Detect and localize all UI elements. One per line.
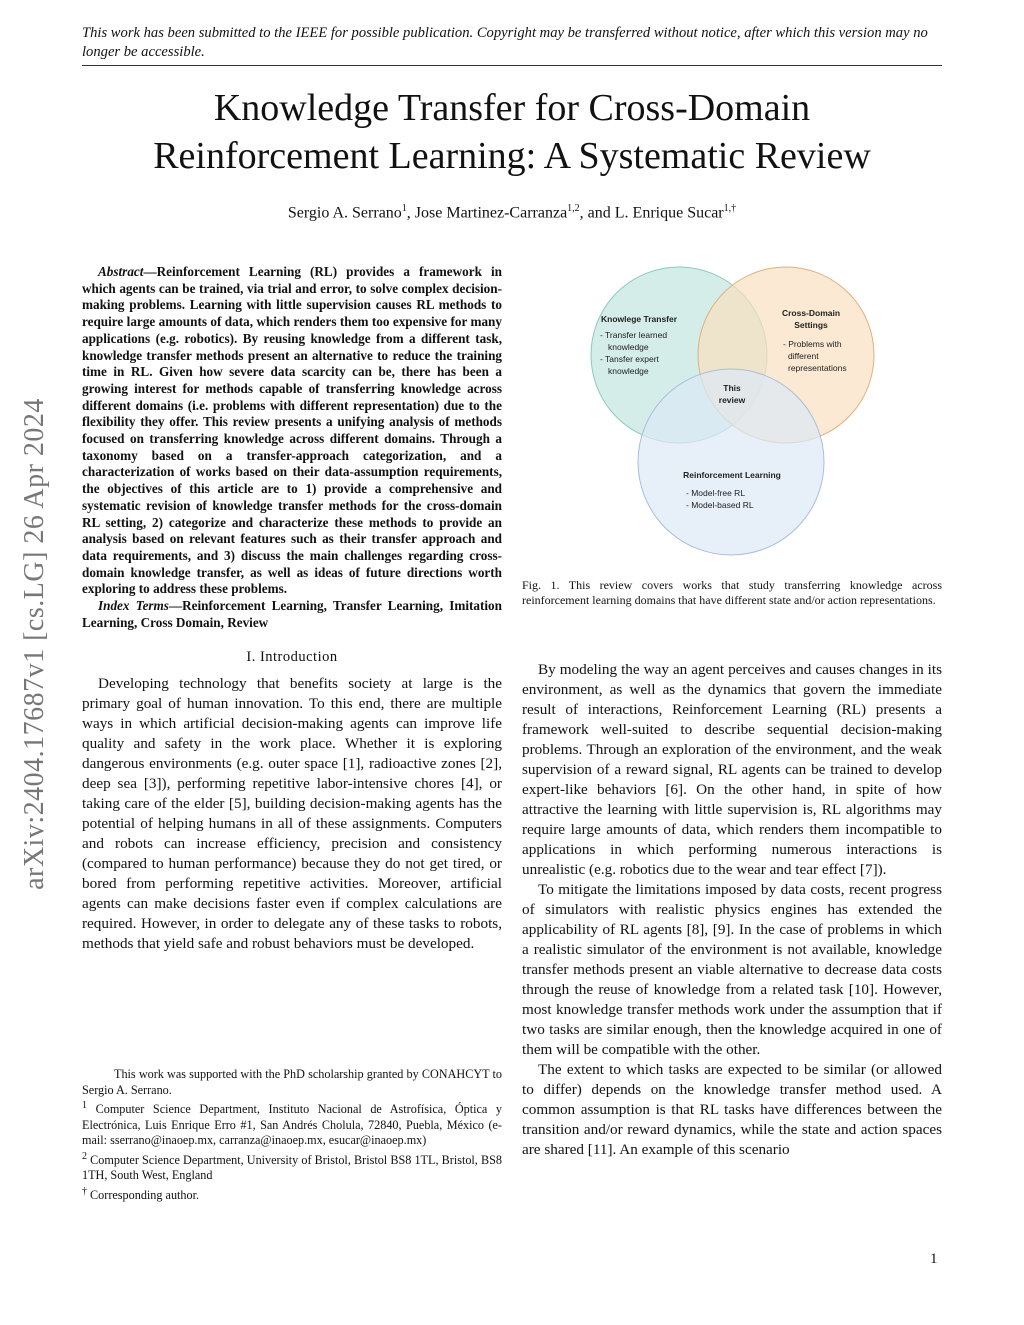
index-terms	[82, 598, 502, 631]
footnote	[82, 1149, 502, 1184]
rl-item: - Model-free RL	[686, 488, 746, 498]
footnote-mark: †	[82, 1185, 87, 1197]
section-heading: I. Introduction	[246, 649, 338, 666]
funding-note: This work was supported with the PhD scholarship granted by CONAHCYT to Sergio A. Serrano.	[82, 1067, 502, 1097]
kt-item: - Transfer learned	[600, 330, 668, 340]
cd-item: different	[788, 351, 819, 361]
rl-item: - Model-based RL	[686, 500, 754, 510]
affil-mark: 1,2	[567, 203, 580, 214]
footnote	[82, 1184, 502, 1204]
footnote	[82, 1098, 502, 1149]
page-number: 1	[930, 1251, 938, 1267]
cd-title: Cross-Domain	[781, 308, 841, 318]
arxiv-identifier[interactable]: arXiv:2404.17687v1 [cs.LG] 26 Apr 2024	[19, 398, 50, 890]
index-terms-text: —Reinforcement Learning, Transfer Learning, Imitation Learning, Cross Domain, Review	[82, 598, 502, 630]
center-label: This	[723, 383, 741, 393]
author: and L. Enrique Sucar	[587, 204, 724, 222]
title-line: Knowledge Transfer for Cross-Domain	[213, 87, 811, 129]
abstract-label: Abstract	[98, 264, 144, 279]
footnote-mark: 1	[82, 1100, 87, 1111]
rl-title: Reinforcement Learning	[683, 470, 781, 480]
author: Sergio A. Serrano	[287, 204, 402, 222]
paragraph: To mitigate the limitations imposed by data costs, recent progress of simulators with realistic physics engines has extended the applicability of RL agents [8], [9]. In the case of problems in which a realistic simulator of the environment is not available, knowledge transfer methods present an viable alternative to decrease data costs through the reuse of knowledge from a related task [10]. However, most knowledge transfer methods work under the assumption that if two tasks are similar enough, then the knowledge acquired in one of them will be compatible with the other.	[522, 881, 942, 1058]
abstract-text: —Reinforcement Learning (RL) provides a framework in which agents can be trained, via trial and error, to solve complex decision-making problems. Learning with little supervision causes RL methods to require large amounts of data, which renders them too expensive for many applications (e.g. robotics). By reusing knowledge from a different task, knowledge transfer methods present an alternative to reduce the training time in RL. Given how severe data scarcity can be, there has been a growing interest for methods capable of transferring knowledge across different domains (i.e. problems with different representation) due to the flexibility they offer. This review presents a unifying analysis of methods focused on transferring knowledge across different domains. Through a taxonomy based on a transfer-approach categorization, and a characterization of works based on their data-assumption requirements, the objectives of this article are to 1) provide a comprehensive and systematic revision of knowledge transfer methods for the cross-domain RL setting, 2) categorize and characterize these methods to provide an analysis based on relevant features such as their transfer approach and data requirements, and 3) discuss the main challenges regarding cross-domain knowledge transfer, as well as ideas of future directions worth exploring to address these problems.	[82, 264, 502, 597]
submission-notice: This work has been submitted to the IEEE for possible publication. Copyright may be transferred without notice, after which this version may no longer be accessible.	[82, 25, 928, 60]
paragraph: The extent to which tasks are expected to be similar (or allowed to differ) depends on the knowledge transfer method used. A common assumption is that RL tasks have differences between the transition and/or reward dynamics, while the state and action spaces are shared [11]. An example of this scenario	[522, 1061, 942, 1158]
kt-title: Knowlege Transfer	[601, 314, 678, 324]
title-line: Reinforcement Learning: A Systematic Review	[153, 135, 871, 177]
paragraph: Developing technology that benefits society at large is the primary goal of human innovation. To this end, there are multiple ways in which artificial decision-making agents can improve life quality and safety in the work place. Whether it is exploring dangerous environments (e.g. outer space [1], radioactive zones [2], deep sea [3]), performing repetitive labor-intensive chores [4], or taking care of the elder [5], building decision-making agents has the potential of helping humans in all of these assignments. Computers and robots can increase efficiency, precision and consistency (compared to human performance) because they do not get tired, or bored from performing repetitive activities. Moreover, artificial agents can make decisions faster even if complex calculations are required. However, in order to delegate any of these tasks to robots, methods that yield safe and robust behaviors must be developed.	[82, 675, 502, 953]
footnote-text: Corresponding author.	[90, 1187, 200, 1202]
author: Jose Martinez-Carranza	[414, 204, 568, 222]
abstract	[82, 264, 502, 598]
cd-title: Settings	[794, 320, 828, 330]
kt-item: knowledge	[608, 366, 649, 376]
header-rule	[82, 65, 942, 66]
cd-item: representations	[788, 363, 847, 373]
center-label: review	[718, 395, 746, 405]
paragraph: By modeling the way an agent perceives and causes changes in its environment, as well as the dynamics that govern the immediate result of interactions, Reinforcement Learning (RL) presents a framework well-suited to describe sequential decision-making problems. Through an exploration of the environment, and the weak supervision of a reward signal, RL agents can be trained to develop expert-like behaviors [6]. On the other hand, in spite of how attractive the learning with little supervision is, RL algorithms may require large amounts of data, which renders them incompatible to applications in which performing numerous interactions is unrealistic (e.g. robotics due to the wear and tear effect [7]).	[522, 661, 942, 878]
author-list: Sergio A. Serrano$^1$, Jose Martinez-Carranza$^{1,2}$, and L. Enrique Sucar$^{1,\dagger}$	[287, 203, 737, 222]
footnote-mark: 2	[82, 1150, 87, 1162]
kt-item: - Tansfer expert	[600, 354, 659, 364]
index-terms-label: Index Terms	[98, 598, 169, 614]
paper-title	[82, 84, 942, 180]
footnote-text: Computer Science Department, Instituto Nacional de Astrofísica, Óptica y Electrónica, Luis Enrique Erro #1, San Andrés Cholula, 72840, Puebla, México (e-mail: sserrano@inaoep.mx, carranza@inaoep.mx, esucar@inaoep.mx)	[82, 1102, 503, 1148]
kt-item: knowledge	[608, 342, 649, 352]
venn-diagram	[520, 260, 940, 560]
figure-caption: Fig. 1. This review covers works that study transferring knowledge across reinforcement learning domains that have different state and/or action representations.	[522, 578, 942, 607]
affil-mark: 1	[401, 203, 407, 214]
footnotes	[82, 1067, 502, 1203]
affil-mark: 1,†	[723, 203, 737, 214]
right-column	[522, 660, 942, 1160]
left-column	[82, 264, 502, 954]
footnote-text: Computer Science Department, University of Bristol, Bristol BS8 1TL, Bristol, BS8 1TH, South West, England	[82, 1152, 502, 1183]
cd-item: - Problems with	[783, 339, 842, 349]
